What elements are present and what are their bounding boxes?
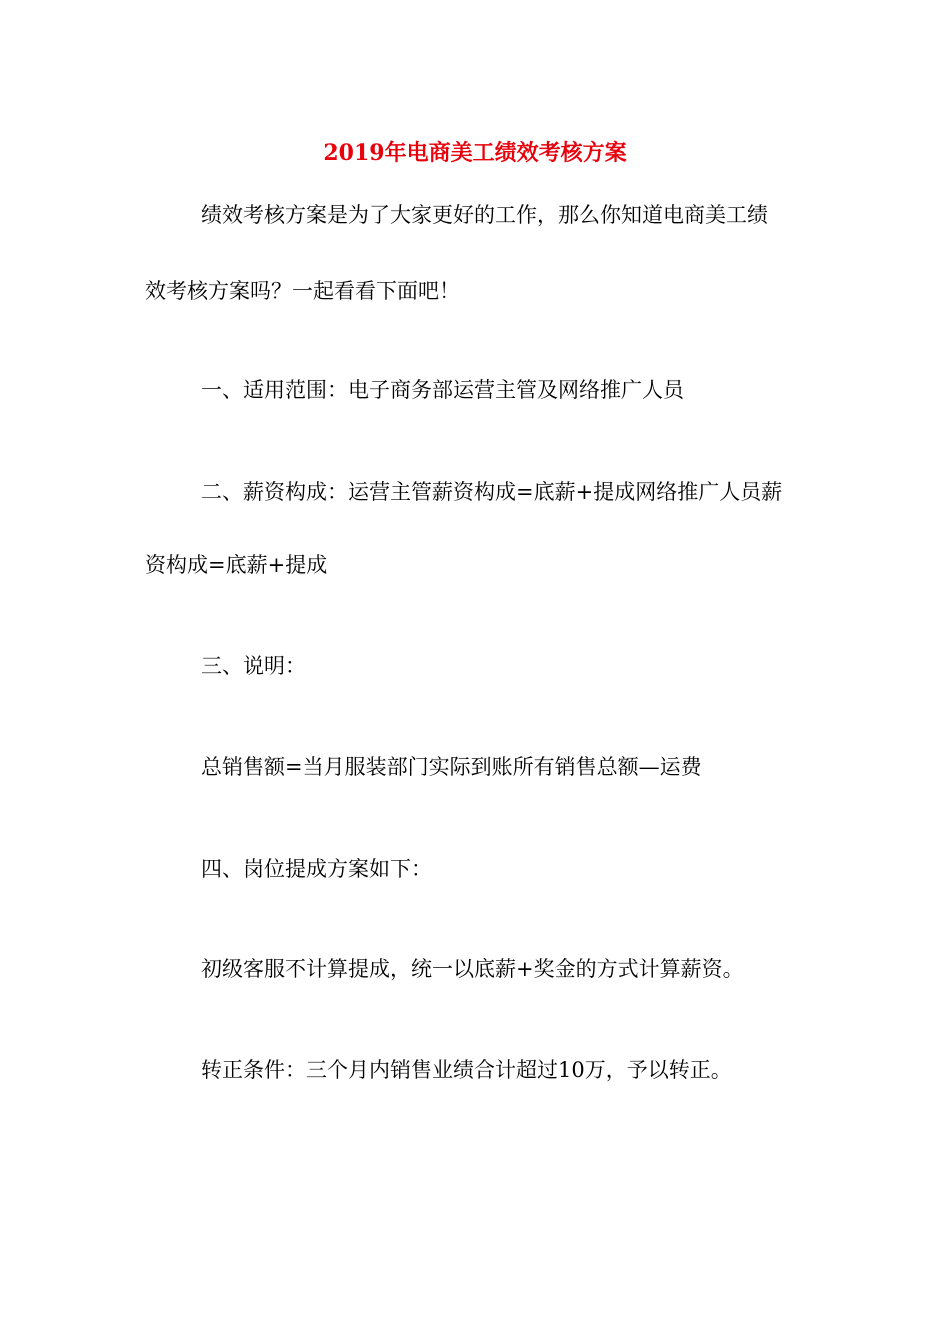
section-salary-line-2: 资构成=底薪+提成 bbox=[145, 553, 328, 577]
regularization-condition: 转正条件：三个月内销售业绩合计超过10万，予以转正。 bbox=[201, 1058, 732, 1082]
junior-service-rule: 初级客服不计算提成，统一以底薪+奖金的方式计算薪资。 bbox=[201, 957, 744, 981]
section-notes-heading: 三、说明： bbox=[201, 654, 306, 678]
intro-paragraph-line-2: 效考核方案吗？一起看看下面吧！ bbox=[145, 279, 460, 303]
total-sales-definition: 总销售额=当月服装部门实际到账所有销售总额—运费 bbox=[201, 755, 702, 779]
document-title: 2019年电商美工绩效考核方案 bbox=[323, 140, 627, 166]
section-commission-heading: 四、岗位提成方案如下： bbox=[201, 857, 432, 881]
intro-paragraph-line-1: 绩效考核方案是为了大家更好的工作，那么你知道电商美工绩 bbox=[201, 203, 768, 227]
section-salary-line-1: 二、薪资构成：运营主管薪资构成=底薪+提成网络推广人员薪 bbox=[201, 480, 783, 504]
section-scope: 一、适用范围：电子商务部运营主管及网络推广人员 bbox=[201, 378, 684, 402]
